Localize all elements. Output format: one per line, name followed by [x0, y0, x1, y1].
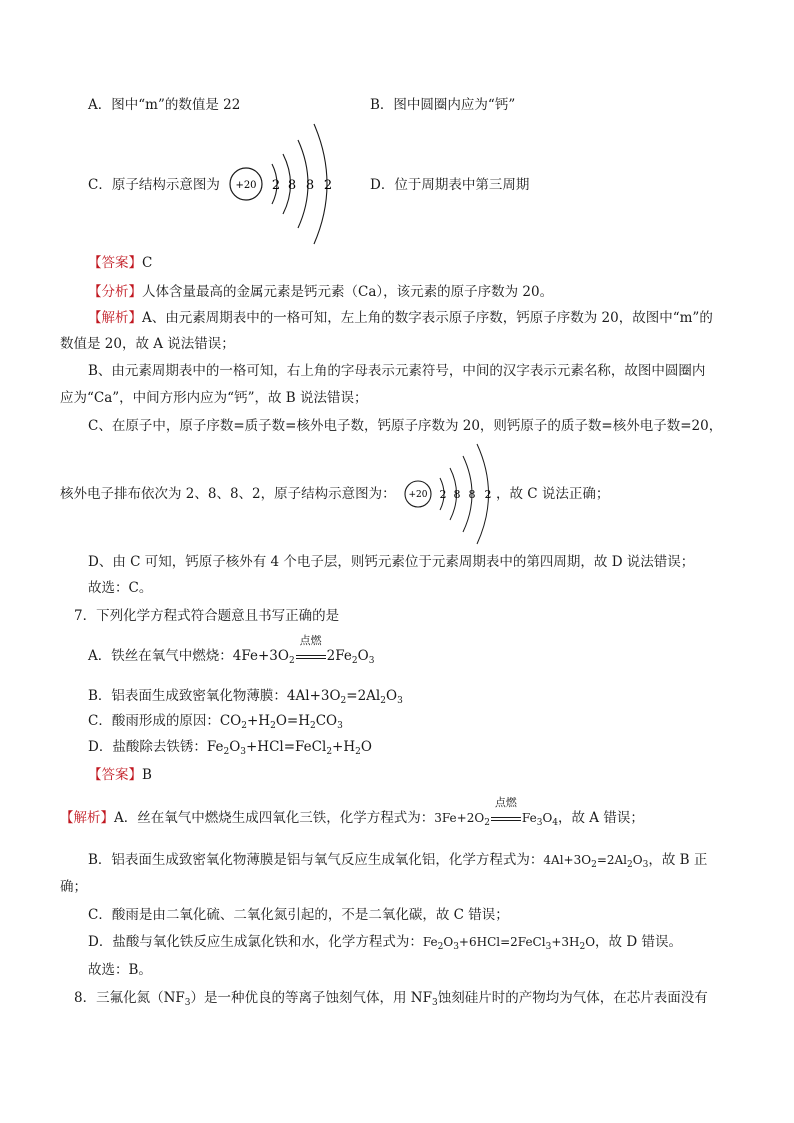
shell-count: 2: [271, 178, 281, 193]
option-label: C．酸雨形成的原因：: [88, 713, 220, 729]
equation: $Fe_2O_3+HCl=FeCl_2+H_2O$: [206, 739, 372, 757]
answer-value: C: [142, 255, 153, 271]
q6-solution-a2: 数值是 20，故 A 说法错误；: [60, 336, 235, 352]
atom-structure-diagram-option-c: [226, 118, 346, 250]
q6-solution-b1: B、由元素周期表中的一格可知，右上角的字母表示元素符号，中间的汉字表示元素名称，故图中圆圈内: [88, 363, 706, 379]
shell-count: 2: [439, 488, 447, 501]
analysis-text: 人体含量最高的金属元素是钙元素（Ca），该元素的原子序数为 20。: [142, 284, 554, 300]
q6-solution-c2b: ，故 C 说法正确；: [496, 486, 610, 502]
option-label: B．铝表面生成致密氧化物薄膜：: [88, 688, 287, 704]
q7-option-a: [88, 634, 375, 666]
option-c: C．原子结构示意图为: [88, 177, 220, 193]
q7-solution-b1: B．铝表面生成致密氧化物薄膜是铝与氧气反应生成氧化铝，化学方程式为：$4Al+3O_2=2Al_2O_3$，故 B 正: [88, 852, 708, 870]
q7-option-b: [88, 686, 403, 706]
equation: $3Fe+2O_2$ 点燃 $Fe_3O_4$: [434, 796, 559, 828]
equation: $Fe_2O_3+6HCl=2FeCl_3+3H_2O$: [422, 935, 596, 952]
q7-option-d: [88, 737, 372, 757]
q6-solution-d1: D、由 C 可知，钙原子核外有 4 个电子层，则钙元素位于元素周期表中的第四周期，故 D 说法错误；: [88, 554, 695, 570]
q8-stem: 8．三氟化氮$(NF_3)$是一种优良的等离子蚀刻气体，用 $NF_3$蚀刻硅片时的产物均为气体，在芯片表面没有: [74, 990, 708, 1008]
shell-count: 2: [484, 488, 492, 501]
q6-solution-a1: [88, 308, 713, 328]
atom-structure-diagram-solution: [400, 442, 510, 546]
equation: $4Fe+3O_2$ 点燃 $2Fe_2O_3$: [232, 634, 375, 666]
q7-solution-b2: 确；: [60, 879, 87, 895]
option-label: D．盐酸除去铁锈：: [88, 739, 207, 755]
equation: $4Al+3O_2=2Al_2O_3$: [286, 688, 403, 706]
nucleus-label: +20: [235, 180, 257, 191]
answer-tag: 【答案】: [88, 767, 142, 783]
solution-text: A、由元素周期表中的一格可知，左上角的数字表示原子序数，钙原子序数为 20，故图中“m”的: [142, 310, 713, 326]
q6-answer: [88, 253, 152, 273]
q6-solution-c1: C、在原子中，原子序数=质子数=核外电子数，钙原子序数为 20，则钙原子的质子数=核外电子数=20，: [88, 418, 723, 434]
solution-tag: 【解析】: [88, 310, 142, 326]
shell-count: 8: [305, 178, 315, 193]
q7-solution-d: D．盐酸与氧化铁反应生成氯化铁和水，化学方程式为：$Fe_2O_3+6HCl=2FeCl_3+3H_2O$，故 D 错误。: [88, 934, 682, 952]
q7-solution-c: C．酸雨是由二氧化硫、二氧化氮引起的，不是二氧化碳，故 C 错误；: [88, 907, 509, 923]
nucleus-label: +20: [408, 490, 428, 500]
analysis-tag: 【分析】: [88, 284, 142, 300]
shell-count: 8: [468, 488, 476, 501]
q6-choose: 故选：C。: [88, 580, 153, 596]
shell-count: 8: [453, 488, 461, 501]
reaction-arrow: 点燃: [490, 808, 522, 828]
equation: $CO_2+H_2O=H_2CO_3$: [219, 713, 343, 731]
option-label: A．铁丝在氧气中燃烧：: [88, 648, 233, 664]
q7-answer: [88, 765, 152, 785]
q7-choose: 故选：B。: [88, 962, 152, 978]
option-b: B．图中圆圈内应为“钙”: [370, 97, 516, 113]
q7-option-c: [88, 711, 343, 731]
answer-value: B: [142, 767, 152, 783]
q7-solution-a: 【解析】A．丝在氧气中燃烧生成四氧化三铁，化学方程式为：$3Fe+2O_2$ 点燃 $Fe_3O_4$，故 A 错误；: [60, 796, 644, 828]
shell-count: 2: [323, 178, 333, 193]
q6-analysis: [88, 282, 553, 302]
option-a: A．图中“m”的数值是 22: [88, 97, 241, 113]
solution-tag: 【解析】: [60, 810, 114, 826]
equation: $4Al+3O_2=2Al_2O_3$: [543, 853, 649, 870]
shell-count: 8: [287, 178, 297, 193]
q6-solution-b2: 应为“Ca”，中间方形内应为“钙”，故 B 说法错误；: [60, 390, 368, 406]
reaction-arrow: 点燃: [295, 646, 327, 666]
q6-solution-c2a: 核外电子排布依次为 2、8、8、2，原子结构示意图为：: [60, 486, 396, 502]
answer-tag: 【答案】: [88, 255, 142, 271]
q7-stem: 7．下列化学方程式符合题意且书写正确的是: [74, 608, 340, 624]
option-d: D．位于周期表中第三周期: [370, 177, 530, 193]
